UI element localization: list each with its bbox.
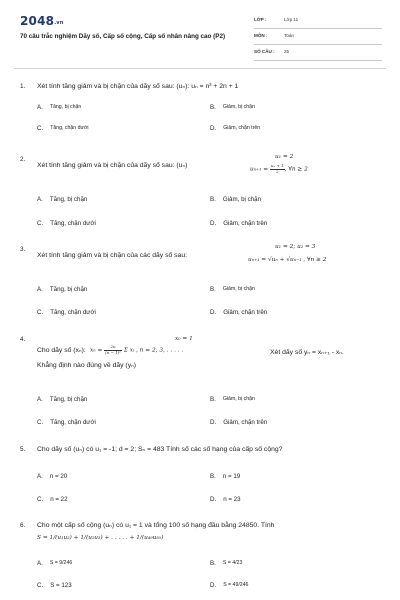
option-text: Tăng, bị chặn	[49, 396, 88, 403]
option-letter: D.	[210, 309, 217, 316]
meta-table	[254, 15, 382, 63]
option-d[interactable]	[210, 581, 248, 590]
option-text: Giảm, bị chặn	[222, 104, 255, 110]
option-letter: B.	[210, 560, 216, 567]
option-text: n = 22	[50, 496, 68, 503]
option-letter: B.	[210, 473, 216, 480]
option-text: Tăng, chặn dưới	[50, 309, 96, 316]
meta-row-class	[254, 15, 382, 29]
question-text: Khẳng định nào đúng về dãy (yₙ)	[37, 362, 137, 369]
option-text: Giảm, chặn trên	[223, 419, 268, 426]
option-a[interactable]	[37, 195, 87, 204]
option-letter: B.	[210, 396, 216, 403]
formula-line	[90, 345, 183, 356]
option-letter: A.	[37, 286, 43, 293]
meta-value: Toán	[284, 33, 294, 38]
option-text: n = 19	[222, 473, 241, 480]
option-letter: C.	[37, 419, 44, 426]
option-text: S = 123	[50, 582, 72, 589]
option-d[interactable]	[210, 308, 267, 317]
option-d[interactable]	[210, 495, 241, 504]
option-letter: C.	[37, 309, 44, 316]
question-number: 2.	[20, 156, 26, 163]
formula-fraction	[104, 345, 122, 355]
question-text: Xét tính tăng giảm và bị chặn của các dãy số sau:	[37, 252, 187, 259]
option-b[interactable]	[210, 195, 261, 204]
option-a[interactable]	[37, 103, 81, 112]
option-b[interactable]	[210, 472, 240, 481]
option-a[interactable]	[37, 472, 67, 481]
option-letter: C.	[37, 125, 44, 132]
meta-key: MÔN :	[254, 33, 268, 38]
formula-part: xₙ =	[90, 347, 105, 354]
option-text: S = 49/246	[223, 582, 249, 588]
option-letter: A.	[37, 473, 43, 480]
option-b[interactable]	[210, 103, 255, 112]
option-letter: C.	[37, 582, 44, 589]
option-d[interactable]	[210, 418, 267, 427]
question-3	[20, 245, 386, 325]
formula-part: uₙ₊₁ =	[250, 166, 271, 173]
question-text: Cho một cấp số cộng (uₙ) có u₁ = 1 và tổng 100 số hạng đầu bằng 24850. Tính	[37, 522, 275, 529]
site-logo[interactable]	[20, 14, 64, 28]
meta-value: Lớp 11	[284, 17, 299, 22]
option-letter: D.	[210, 220, 217, 227]
option-text: Tăng, bị chặn	[49, 196, 88, 203]
question-text: Xét tính tăng giảm và bị chặn của dãy số sau: (uₙ): uₙ = n³ + 2n + 1	[37, 83, 239, 90]
question-number: 1.	[20, 83, 26, 90]
option-letter: C.	[37, 220, 44, 227]
question-5	[20, 445, 386, 510]
option-text: Tăng, bị chặn	[49, 104, 82, 110]
question-number: 3.	[20, 246, 26, 253]
option-b[interactable]	[210, 285, 255, 294]
option-letter: A.	[37, 196, 43, 203]
option-c[interactable]	[37, 124, 89, 133]
option-a[interactable]	[37, 285, 87, 294]
question-4	[20, 335, 386, 435]
option-letter: A.	[37, 560, 43, 567]
formula-line: uₙ₊₁ = √uₙ + √uₙ₋₁ , ∀n ≥ 2	[248, 257, 327, 263]
meta-key: LỚP :	[254, 17, 267, 22]
document-title: 70 câu trắc nghiệm Dãy số, Cấp số cộng, Cấp số nhân nâng cao (P2)	[20, 33, 226, 40]
option-letter: B.	[210, 286, 216, 293]
option-a[interactable]	[37, 395, 87, 404]
header-divider	[14, 68, 386, 69]
option-letter: D.	[210, 496, 217, 503]
question-number: 5.	[20, 446, 26, 453]
question-1	[20, 82, 386, 142]
formula-fraction	[270, 164, 285, 174]
question-number: 4.	[20, 336, 26, 343]
option-text: Giảm, bị chặn	[222, 196, 262, 203]
meta-value: 25	[284, 49, 290, 54]
meta-key: SỐ CÂU :	[254, 49, 275, 54]
formula-line: u₁ = 2; u₂ = 3	[275, 244, 316, 250]
option-c[interactable]	[37, 418, 96, 427]
option-a[interactable]	[37, 559, 72, 568]
fraction-numerator: 2n	[104, 345, 122, 351]
option-letter: A.	[37, 396, 43, 403]
option-letter: D.	[210, 419, 217, 426]
fraction-denominator: (n − 1)²	[105, 349, 121, 355]
option-text: Tăng, bị chặn	[49, 286, 88, 293]
option-text: n = 20	[49, 473, 68, 480]
option-text: Giảm, chặn trên	[223, 220, 268, 227]
option-b[interactable]	[210, 559, 242, 568]
question-text: Xét dãy số yₙ = xₙ₊₁ - xₙ.	[270, 349, 344, 356]
option-letter: B.	[210, 104, 216, 111]
formula-line: u₁ = 2	[275, 154, 294, 160]
question-6	[20, 521, 386, 596]
option-text: Giảm, bị chặn	[222, 396, 255, 402]
option-text: Giảm, chặn trên	[223, 309, 268, 316]
formula-line: S = 1/(u₁u₂) + 1/(u₂u₃) + . . . . . + 1/(u₄₉u₅₀)	[37, 535, 164, 541]
option-text: S = 9/246	[49, 560, 73, 566]
option-letter: A.	[37, 104, 43, 111]
fraction-denominator: 2	[276, 168, 279, 174]
option-letter: C.	[37, 496, 44, 503]
question-number: 6.	[20, 522, 26, 529]
formula-part: Σ xᵢ , n = 2, 3, . . . . .	[121, 347, 184, 354]
option-text: n = 23	[223, 496, 241, 503]
option-c[interactable]	[37, 581, 72, 590]
formula-part: , ∀n ≥ 2	[284, 166, 308, 173]
logo-suffix: .vn	[54, 20, 64, 26]
option-letter: D.	[210, 582, 217, 589]
question-text: Cho dãy số (xₙ):	[37, 347, 86, 354]
formula-line	[250, 164, 308, 175]
meta-row-subject	[254, 31, 382, 45]
option-b[interactable]	[210, 395, 255, 404]
option-text: Giảm, chặn trên	[223, 125, 261, 131]
question-text: Xét tính tăng giảm và bị chặn của dãy số sau: (uₙ)	[37, 162, 188, 169]
option-text: Tăng, chặn dưới	[50, 419, 96, 426]
fraction-numerator: uₙ + 1	[271, 163, 284, 168]
option-d[interactable]	[210, 124, 260, 133]
option-text: Tăng, chặn dưới	[50, 220, 96, 227]
formula-line: x₀ = 1	[175, 336, 193, 342]
logo-text: 2048	[20, 14, 55, 28]
option-c[interactable]	[37, 495, 68, 504]
option-text: S = 4/23	[222, 560, 243, 566]
option-text: Tăng, chặn dưới	[50, 125, 89, 131]
meta-row-count	[254, 47, 382, 61]
option-d[interactable]	[210, 219, 267, 228]
question-2	[20, 155, 386, 235]
question-text: Cho dãy số (uₙ) có u₁ = -1; d = 2; Sₙ = 483 Tính số các số hạng của cấp số cộng?	[37, 446, 283, 453]
option-c[interactable]	[37, 219, 96, 228]
option-letter: B.	[210, 196, 216, 203]
option-letter: D.	[210, 125, 217, 132]
page-header	[0, 0, 400, 62]
option-c[interactable]	[37, 308, 96, 317]
option-text: Giảm, bị chặn	[222, 286, 255, 292]
